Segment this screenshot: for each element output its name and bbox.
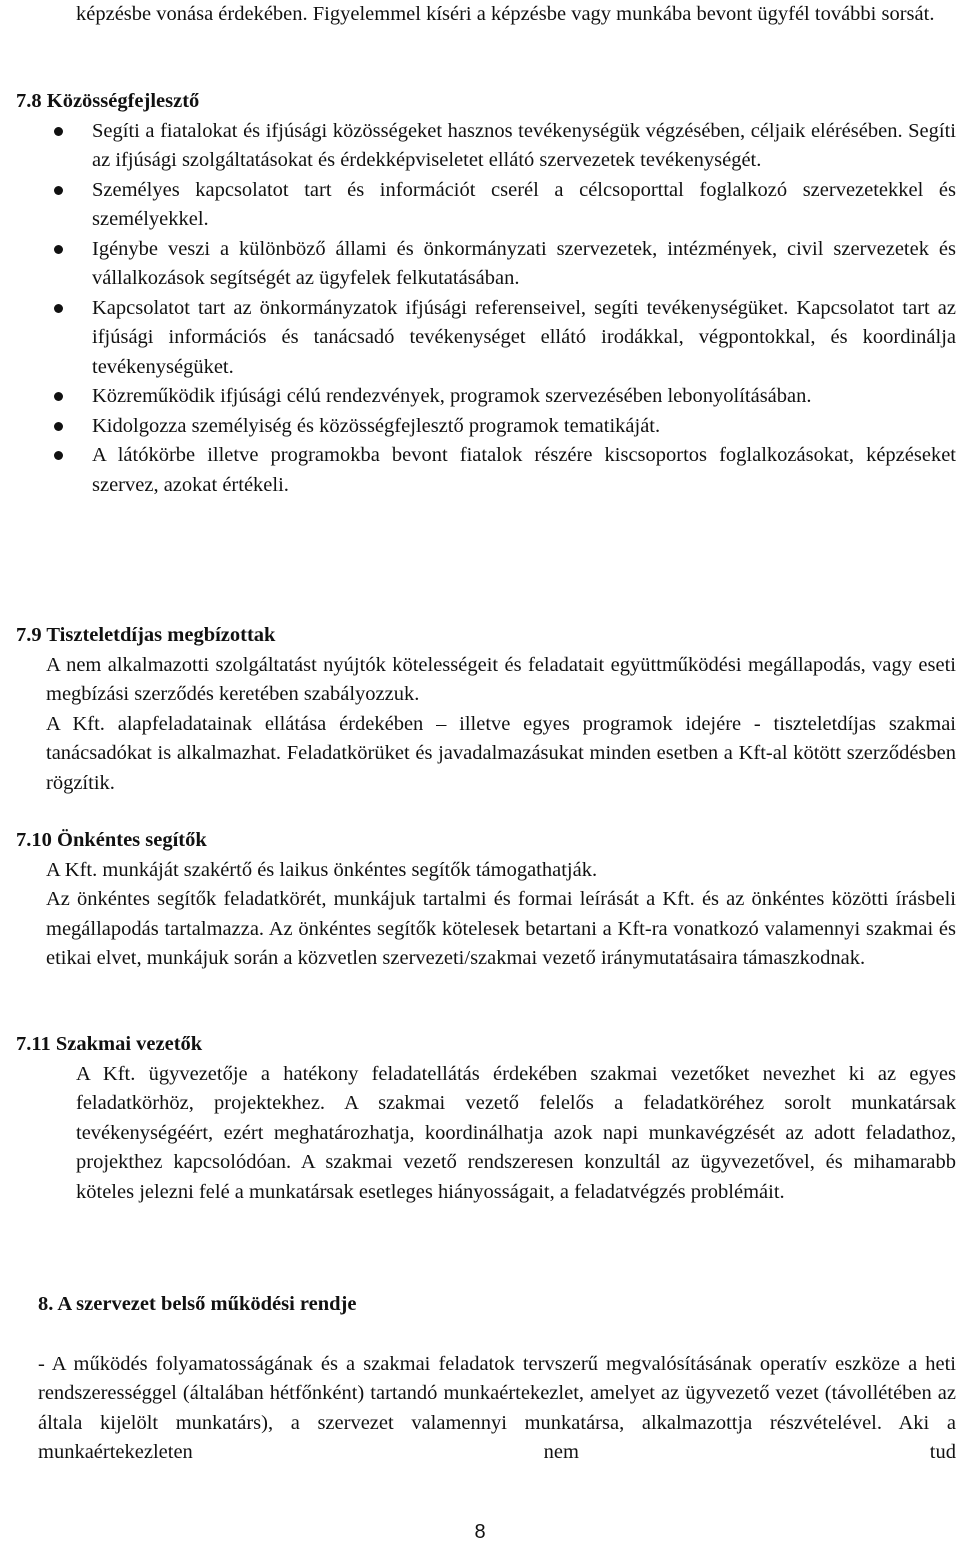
list-item-text: Igénybe veszi a különböző állami és önkormányzati szervezetek, intézmények, civil szervezetek és vállalkozások segítségét az ügyfelek felkutatásában. (92, 237, 956, 289)
list-item (16, 382, 956, 412)
section-body (46, 651, 956, 799)
section-heading: 7.10 Önkéntes segítők (16, 829, 207, 851)
continuation-paragraph (76, 0, 956, 30)
list-item-text: Kidolgozza személyiség és közösségfejlesztő programok tematikáját. (92, 414, 661, 437)
bullet-list (16, 117, 956, 501)
bullet-icon (54, 245, 63, 254)
section-heading: 7.11 Szakmai vezetők (16, 1033, 203, 1055)
list-item (16, 412, 956, 442)
paragraph: A nem alkalmazotti szolgáltatást nyújtók kötelességeit és feladatait együttműködési megállapodás, vagy eseti megbízási szerződés keretében szabályozzuk. (46, 653, 956, 705)
list-item-text: Segíti a fiatalokat és ifjúsági közösségeket hasznos tevékenységük végzésében, céljaik elérésében. Segíti az ifjúsági szolgáltatásokat és érdekképviseletet ellátó szervezetek tevékenységét. (92, 119, 956, 171)
section-body (46, 856, 956, 974)
section-8 (38, 1290, 956, 1468)
section-heading: 8. A szervezet belső működési rendje (38, 1293, 357, 1315)
list-item-text: A látókörbe illetve programokba bevont fiatalok részére kiscsoportos foglalkozásokat, képzéseket szervez, azokat értékeli. (92, 444, 956, 496)
paragraph: A Kft. ügyvezetője a hatékony feladatellátás érdekében szakmai vezetőket nevezhet ki az egyes feladatkörhöz, projektekhez. A szakmai vezető felelős a feladatköréhez sorolt munkatársak tevékenységéért, ezért meghatározhatja, koordinálhatja azok napi munkavégzését az adott feladathoz, projekthez kapcsolódóan. A szakmai vezető rendszeresen konzultál az ügyvezetővel, és mihamarabb köteles jelezni felé a munkatársak esetleges hiányosságait, a feladatvégzés problémáit. (76, 1062, 956, 1203)
bullet-icon (54, 127, 63, 136)
paragraph: A Kft. alapfeladatainak ellátása érdekében – illetve egyes programok idejére - tiszteletdíjas szakmai tanácsadókat is alkalmazhat. Feladatkörüket és javadalmazásukat minden esetben a Kft-al kötött szerződésben rögzítik. (46, 712, 956, 794)
list-item (16, 176, 956, 235)
section-heading: 7.8 Közösségfejlesztő (16, 90, 200, 112)
bullet-icon (54, 451, 63, 460)
paragraph: A Kft. munkáját szakértő és laikus önkéntes segítők támogathatják. (46, 858, 598, 881)
bullet-icon (54, 304, 63, 313)
paragraph: - A működés folyamatosságának és a szakmai feladatok tervszerű megvalósításának operatív eszköze a heti rendszerességgel (általában hétfőnként) tartandó munkaértekezlet, amelyet az ügyvezető vezet (távollétében az általa kijelölt munkatárs), a szervezet valamennyi munkatársa, alkalmazottja részvételével. Aki a munkaértekezleten nem tud (38, 1352, 956, 1463)
list-item (16, 235, 956, 294)
section-7-10 (16, 826, 956, 974)
list-item (16, 441, 956, 500)
section-7-11 (16, 1030, 956, 1207)
list-item-text: Kapcsolatot tart az önkormányzatok ifjúsági referenseivel, segíti tevékenységüket. Kapcsolatot tart az ifjúsági információs és tanácsadó tevékenységet ellátó irodákkal, végpontokkal, és koordinálja tevékenységüket. (92, 296, 956, 378)
section-body (76, 1060, 956, 1208)
list-item (16, 294, 956, 383)
section-body (38, 1350, 956, 1468)
paragraph: Az önkéntes segítők feladatkörét, munkájuk tartalmi és formai leírását a Kft. és az önkéntes közötti írásbeli megállapodás tartalmazza. Az önkéntes segítők kötelesek betartani a Kft-ra vonatkozó valamennyi szakmai és etikai elvet, munkájuk során a közvetlen szervezeti/szakmai vezető iránymutatásaira támaszkodnak. (46, 888, 956, 969)
list-item (16, 117, 956, 176)
section-heading: 7.9 Tiszteletdíjas megbízottak (16, 624, 276, 646)
continuation-text: képzésbe vonása érdekében. Figyelemmel kíséri a képzésbe vagy munkába bevont ügyfél további sorsát. (76, 3, 935, 25)
bullet-icon (54, 392, 63, 401)
list-item-text: Személyes kapcsolatot tart és információt cserél a célcsoporttal foglalkozó szervezetekkel és személyekkel. (92, 178, 956, 230)
section-7-8 (16, 87, 956, 500)
bullet-icon (54, 422, 63, 431)
list-item-text: Közreműködik ifjúsági célú rendezvények, programok szervezésében lebonyolításában. (92, 385, 812, 407)
section-7-9 (16, 621, 956, 798)
page-number: 8 (474, 1521, 486, 1543)
bullet-icon (54, 186, 63, 195)
